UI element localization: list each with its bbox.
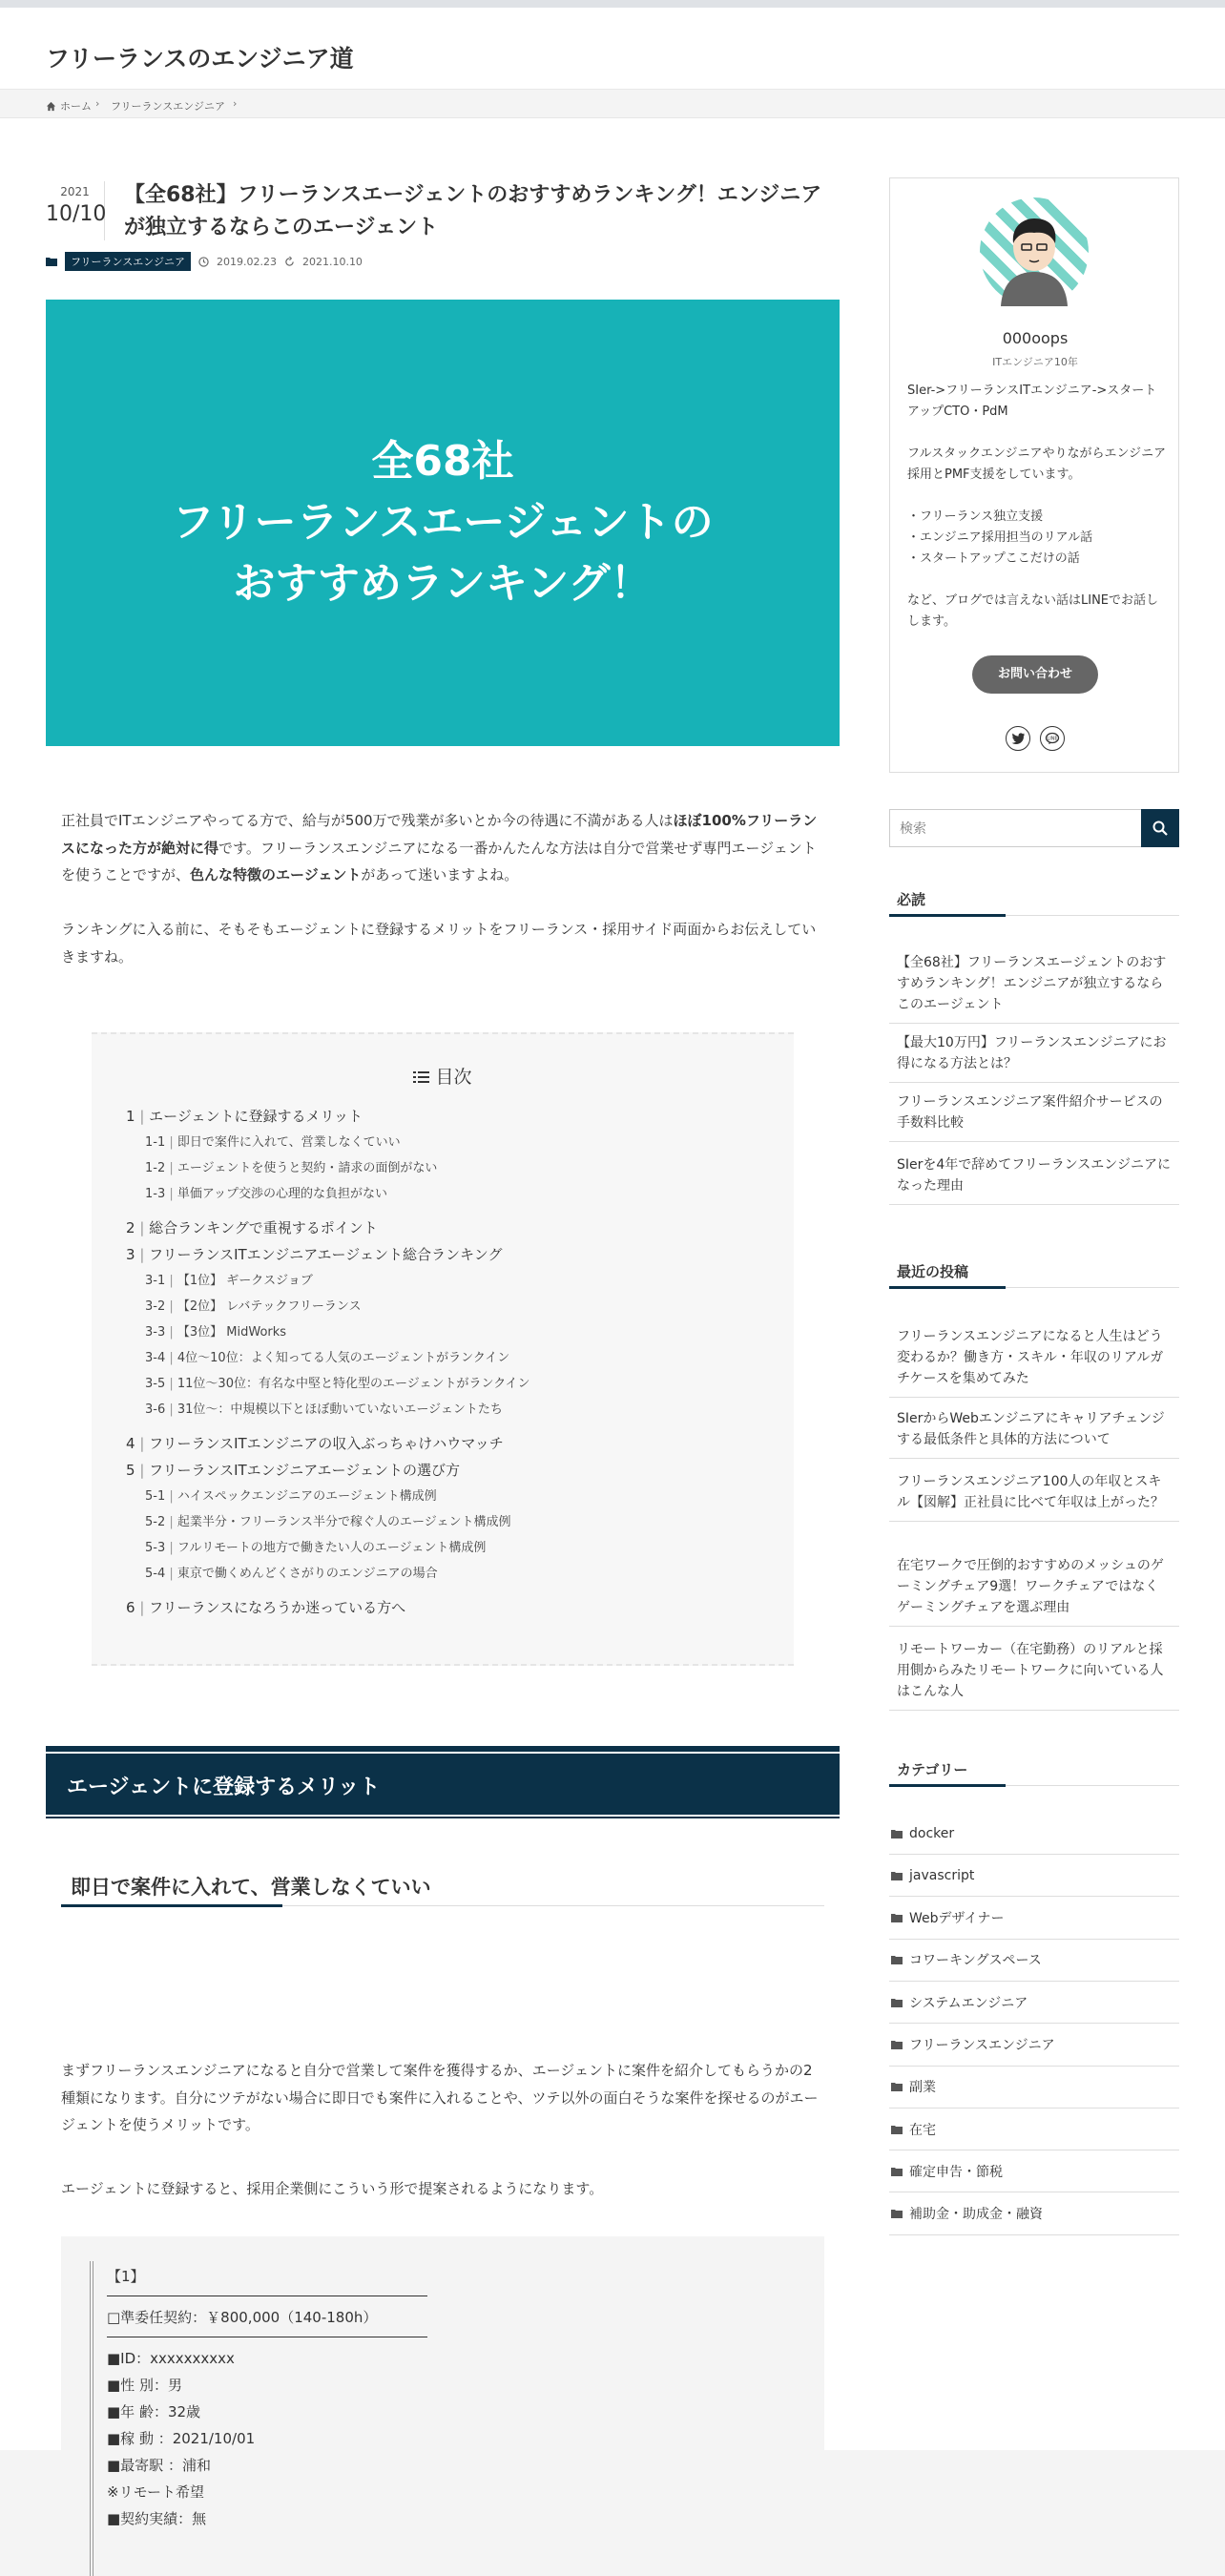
quote-line: ■最寄駅 ：浦和: [107, 2457, 211, 2474]
toc-subitem[interactable]: [126, 1484, 775, 1509]
quote-line: ■年 齢：32歳: [107, 2403, 201, 2420]
toc-separator: |: [165, 1402, 177, 1417]
category-label: docker: [909, 1825, 955, 1841]
toc-separator: |: [165, 1541, 177, 1555]
quote-line: ■稼 動 ：2021/10/01: [107, 2430, 256, 2447]
toc-number: 3-6: [145, 1402, 166, 1417]
recent-post-item[interactable]: SIerからWebエンジニアにキャリアチェンジする最低条件と具体的方法について: [889, 1401, 1179, 1459]
toc-number: 1: [126, 1108, 135, 1125]
toc-label: 東京で働くめんどくさがりのエンジニアの場合: [176, 1567, 438, 1581]
recent-post-item[interactable]: リモートワーカー（在宅勤務）のリアルと採用側からみたリモートワークに向いている人はこんな人: [889, 1631, 1179, 1711]
category-label: 副業: [909, 2080, 936, 2096]
toc-number: 3-1: [145, 1274, 166, 1288]
subsection-heading: [61, 1862, 824, 1906]
intro-text-c: です。フリーランスエンジニアになる一番かんたんな方法は自分で営業せず専門エージェントを使うことですが、: [61, 839, 817, 883]
recent-post-item[interactable]: フリーランスエンジニア100人の年収とスキル【図解】正社員に比べて年収は上がった？: [889, 1464, 1179, 1522]
category-label: コワーキングスペース: [909, 1953, 1042, 1969]
body-paragraph-2: エージェントに登録すると、採用企業側にこういう形で提案されるようになります。: [61, 2180, 604, 2197]
breadcrumb-separator-icon: ›: [95, 97, 100, 110]
toc-number: 5-3: [145, 1541, 166, 1555]
must-read-title: 必読: [897, 891, 926, 908]
toc-item[interactable]: [126, 1215, 775, 1241]
profile-subtitle: ITエンジニア10年: [992, 356, 1078, 368]
intro-paragraph-2: ランキングに入る前に、そもそもエージェントに登録するメリットをフリーランス・採用サイド両面からお伝えしていきますね。: [61, 921, 817, 966]
search-icon: [1152, 821, 1168, 836]
toc-label: 31位〜：中規模以下とほぼ動いていないエージェントたち: [176, 1402, 503, 1417]
must-read-item[interactable]: フリーランスエンジニア案件紹介サービスの手数料比較: [889, 1084, 1179, 1142]
toc-separator: |: [165, 1161, 177, 1175]
published-date: 2019.02.23: [216, 255, 277, 268]
folder-icon: [891, 2209, 903, 2218]
toc-number: 2: [126, 1219, 135, 1236]
toc-separator: |: [165, 1325, 177, 1340]
category-item[interactable]: [889, 1813, 1179, 1855]
categories-title: カテゴリー: [897, 1761, 968, 1778]
subsection-heading-text: 即日で案件に入れて、営業しなくていい: [71, 1876, 431, 1899]
toc-number: 4: [126, 1435, 135, 1452]
profile-name: 000oops: [1002, 329, 1069, 347]
must-read-item[interactable]: 【全68社】フリーランスエージェントのおすすめランキング！エンジニアが独立するならこのエージェント: [889, 945, 1179, 1024]
quote-bar: [90, 2261, 93, 2576]
toc-subitem[interactable]: [126, 1319, 775, 1345]
category-item[interactable]: [889, 1855, 1179, 1897]
section-heading: [46, 1746, 840, 1818]
twitter-icon[interactable]: [1006, 726, 1030, 751]
toc-subitem[interactable]: [126, 1371, 775, 1397]
folder-icon: [891, 1998, 903, 2007]
search-input[interactable]: [890, 810, 1142, 846]
hero-line-3: おすすめランキング！: [233, 558, 653, 608]
toc-separator: |: [165, 1351, 177, 1365]
breadcrumb-home-label: ホーム: [60, 100, 92, 113]
toc-label: フリーランスITエンジニアの収入ぶっちゃけハウマッチ: [149, 1435, 504, 1452]
folder-icon: [891, 2082, 903, 2091]
profile-bio-line: ・エンジニア採用担当のリアル話: [907, 530, 1093, 545]
breadcrumb-separator-icon: ›: [233, 97, 238, 110]
person-illustration-icon: [980, 197, 1089, 306]
breadcrumb-home[interactable]: [46, 98, 92, 114]
toc-label: 起業半分・フリーランス半分で稼ぐ人のエージェント構成例: [176, 1515, 511, 1529]
toc-label: 単価アップ交渉の心理的な負担がない: [176, 1187, 387, 1201]
toc-separator: |: [165, 1274, 177, 1288]
intro-paragraph-1: [61, 807, 824, 889]
quote-line: □準委任契約：￥800,000（140-180h）: [107, 2309, 378, 2326]
hero-line-1: 全68社: [371, 437, 514, 487]
category-item[interactable]: [889, 2025, 1179, 2067]
top-bar: [0, 0, 1225, 8]
toc-separator: |: [135, 1435, 150, 1452]
toc-item[interactable]: [126, 1594, 775, 1621]
profile-bio-line: SIer->フリーランスITエンジニア->スタートアップCTO・PdM: [907, 384, 1157, 419]
category-label: Webデザイナー: [909, 1911, 1005, 1927]
toc-subitem[interactable]: [126, 1268, 775, 1294]
toc-number: 3-2: [145, 1299, 166, 1314]
toc-label: フリーランスになろうか迷っている方へ: [149, 1599, 406, 1616]
update-icon: [284, 257, 295, 267]
folder-icon: [46, 257, 57, 266]
toc-number: 1-1: [145, 1135, 166, 1150]
hero-line-2: フリーランスエージェントの: [172, 498, 714, 548]
quote-lines: [107, 2263, 427, 2532]
profile-bio-line: など、ブログでは言えない話はLINEでお話しします。: [907, 593, 1159, 629]
toc-label: フリーランスITエンジニアエージェントの選び方: [149, 1462, 460, 1479]
toc-separator: |: [165, 1515, 177, 1529]
toc-number: 3-5: [145, 1377, 166, 1391]
toc-subitem[interactable]: [126, 1294, 775, 1319]
recent-posts-title: 最近の投稿: [897, 1263, 969, 1280]
toc-number: 1-3: [145, 1187, 166, 1201]
toc-subitem[interactable]: [126, 1561, 775, 1587]
body-paragraph-1: まずフリーランスエンジニアになると自分で営業して案件を獲得するか、エージェントに案件を紹介してもらうかの2種類になります。自分にツテがない場合に即日でも案件に入れることや、ツテ以外の面白そうな案件を探せるのがエージェントを使うメリットです。: [61, 2062, 819, 2133]
toc-number: 5-4: [145, 1567, 166, 1581]
toc-label: 総合ランキングで重視するポイント: [149, 1219, 378, 1236]
intro-text-e: があって迷いますよね。: [361, 866, 519, 883]
must-read-item[interactable]: SIerを4年で辞めてフリーランスエンジニアになった理由: [889, 1147, 1179, 1205]
toc-number: 3-4: [145, 1351, 166, 1365]
toc-number: 5: [126, 1462, 135, 1479]
category-label: 在宅: [909, 2122, 936, 2138]
recent-post-item[interactable]: フリーランスエンジニアになると人生はどう変わるか？働き方・スキル・年収のリアルガチケースを集めてみた: [889, 1319, 1179, 1398]
category-label: システムエンジニア: [909, 1995, 1028, 2011]
category-item[interactable]: [889, 2150, 1179, 2192]
folder-icon: [891, 1913, 903, 1922]
toc-label: 即日で案件に入れて、営業しなくていい: [176, 1135, 401, 1150]
toc-label: エージェントに登録するメリット: [149, 1108, 363, 1125]
toc-item[interactable]: [126, 1103, 775, 1130]
category-label: 確定申告・節税: [909, 2164, 1003, 2180]
folder-icon: [891, 1829, 903, 1839]
toc-subitem[interactable]: [126, 1509, 775, 1535]
breadcrumb: [0, 90, 1225, 118]
category-label: 補助金・助成金・融資: [909, 2207, 1043, 2223]
post-date-year: 2021: [60, 185, 90, 198]
folder-icon: [891, 1871, 903, 1880]
intro-bold-b: 色んな特徴のエージェント: [190, 866, 362, 883]
category-item[interactable]: [889, 2067, 1179, 2109]
toc-title-label: 目次: [435, 1067, 472, 1088]
contact-button[interactable]: お問い合わせ: [972, 655, 1098, 694]
post-date-md: 10/10: [46, 202, 107, 226]
profile-card: [889, 177, 1179, 773]
must-read-heading: [889, 883, 1179, 916]
quote-line: ※リモート希望: [107, 2483, 204, 2501]
category-badge[interactable]: フリーランスエンジニア: [65, 252, 191, 271]
folder-icon: [891, 2125, 903, 2134]
toc-separator: |: [165, 1135, 177, 1150]
quote-line: ■ID：xxxxxxxxxx: [107, 2350, 235, 2367]
toc-subitem[interactable]: [126, 1155, 775, 1181]
table-of-contents: [92, 1032, 794, 1666]
toc-label: 【2位】 レバテックフリーランス: [176, 1299, 362, 1314]
toc-label: 11位〜30位：有名な中堅と特化型のエージェントがランクイン: [176, 1377, 530, 1391]
category-item[interactable]: [889, 2109, 1179, 2150]
toc-number: 1-2: [145, 1161, 166, 1175]
search-box: [889, 809, 1179, 847]
quote-line: ■性 別：男: [107, 2377, 182, 2394]
quote-line: 【1】: [107, 2268, 145, 2285]
folder-icon: [891, 2167, 903, 2176]
toc-label: フルリモートの地方で働きたい人のエージェント構成例: [176, 1541, 487, 1555]
toc-number: 3-3: [145, 1325, 166, 1340]
site-title[interactable]: フリーランスのエンジニア道: [46, 45, 354, 73]
toc-subitem[interactable]: [126, 1345, 775, 1371]
toc-number: 5-1: [145, 1489, 166, 1504]
toc-separator: |: [135, 1219, 150, 1236]
toc-label: 4位〜10位：よく知ってる人気のエージェントがランクイン: [176, 1351, 510, 1365]
search-button[interactable]: [1141, 809, 1179, 847]
toc-separator: |: [135, 1462, 150, 1479]
category-item[interactable]: [889, 1898, 1179, 1940]
toc-number: 5-2: [145, 1515, 166, 1529]
toc-title: [92, 1063, 794, 1089]
section-heading-text: エージェントに登録するメリット: [67, 1776, 381, 1799]
profile-bio-line: ・フリーランス独立支援: [907, 509, 1044, 524]
post-date: [46, 181, 105, 240]
intro-text-a: 正社員でITエンジニアやってる方で、給与が500万で残業が多いとか今の待遇に不満がある人は: [61, 812, 674, 829]
site-header: [0, 8, 1225, 90]
toc-label: 【3位】 MidWorks: [176, 1325, 287, 1340]
category-item[interactable]: [889, 1940, 1179, 1982]
toc-list: [126, 1103, 775, 1621]
category-item[interactable]: [889, 2193, 1179, 2235]
toc-separator: |: [135, 1246, 150, 1263]
toc-separator: |: [135, 1599, 150, 1616]
recent-post-item[interactable]: 在宅ワークで圧倒的おすすめのメッシュのゲーミングチェア9選！ワークチェアではなくゲーミングチェアを選ぶ理由: [889, 1548, 1179, 1627]
toc-separator: |: [165, 1567, 177, 1581]
breadcrumb-category-label: フリーランスエンジニア: [111, 100, 225, 113]
hero-text: [172, 431, 713, 613]
toc-number: 6: [126, 1599, 135, 1616]
must-read-item[interactable]: 【最大10万円】フリーランスエンジニアにお得になる方法とは？: [889, 1025, 1179, 1083]
folder-icon: [891, 1955, 903, 1964]
category-item[interactable]: [889, 1982, 1179, 2024]
toc-separator: |: [165, 1299, 177, 1314]
profile-bio-line: フルスタックエンジニアやりながらエンジニア採用とPMF支援をしています。: [907, 447, 1167, 482]
toc-subitem[interactable]: [126, 1535, 775, 1561]
home-icon: [46, 101, 56, 112]
post-title: 【全68社】フリーランスエージェントのおすすめランキング！エンジニアが独立するならこのエージェント: [124, 183, 822, 240]
toc-separator: |: [165, 1489, 177, 1504]
post-meta: [46, 252, 363, 271]
toc-separator: |: [165, 1377, 177, 1391]
toc-item[interactable]: [126, 1241, 775, 1268]
toc-label: フリーランスITエンジニアエージェント総合ランキング: [149, 1246, 503, 1263]
profile-bio: [907, 381, 1167, 633]
toc-item[interactable]: [126, 1457, 775, 1484]
breadcrumb-category[interactable]: [111, 98, 225, 114]
avatar: [980, 197, 1089, 306]
toc-label: 【1位】 ギークスジョブ: [176, 1274, 313, 1288]
profile-bio-line: ・スタートアップここだけの話: [907, 551, 1080, 566]
categories-heading: [889, 1754, 1179, 1786]
folder-icon: [891, 2040, 903, 2049]
category-label: javascript: [909, 1867, 975, 1883]
line-icon[interactable]: [1040, 726, 1065, 751]
toc-subitem[interactable]: [126, 1130, 775, 1155]
clock-icon: [198, 257, 209, 267]
toc-label: ハイスペックエンジニアのエージェント構成例: [176, 1489, 437, 1504]
intro-bold-a: ほぼ100%フリーランスになった方が絶対に得: [61, 812, 818, 857]
quote-line: ■契約実績：無: [107, 2510, 207, 2527]
social-icons: [890, 726, 1180, 751]
toc-subitem[interactable]: [126, 1397, 775, 1423]
toc-separator: |: [165, 1187, 177, 1201]
category-label: フリーランスエンジニア: [909, 2038, 1055, 2053]
svg-text:LINE: LINE: [1047, 736, 1058, 742]
profile-quote-block: [61, 2236, 824, 2527]
list-icon: [413, 1070, 429, 1084]
toc-label: エージェントを使うと契約・請求の面倒がない: [176, 1161, 438, 1175]
toc-number: 3: [126, 1246, 135, 1263]
subsection-underline: [61, 1904, 282, 1907]
toc-subitem[interactable]: [126, 1181, 775, 1207]
hero-image: [46, 300, 840, 746]
toc-item[interactable]: [126, 1430, 775, 1457]
page-body: [0, 118, 1225, 2527]
toc-separator: |: [135, 1108, 150, 1125]
recent-posts-heading: [889, 1256, 1179, 1288]
updated-date: 2021.10.10: [301, 255, 363, 268]
